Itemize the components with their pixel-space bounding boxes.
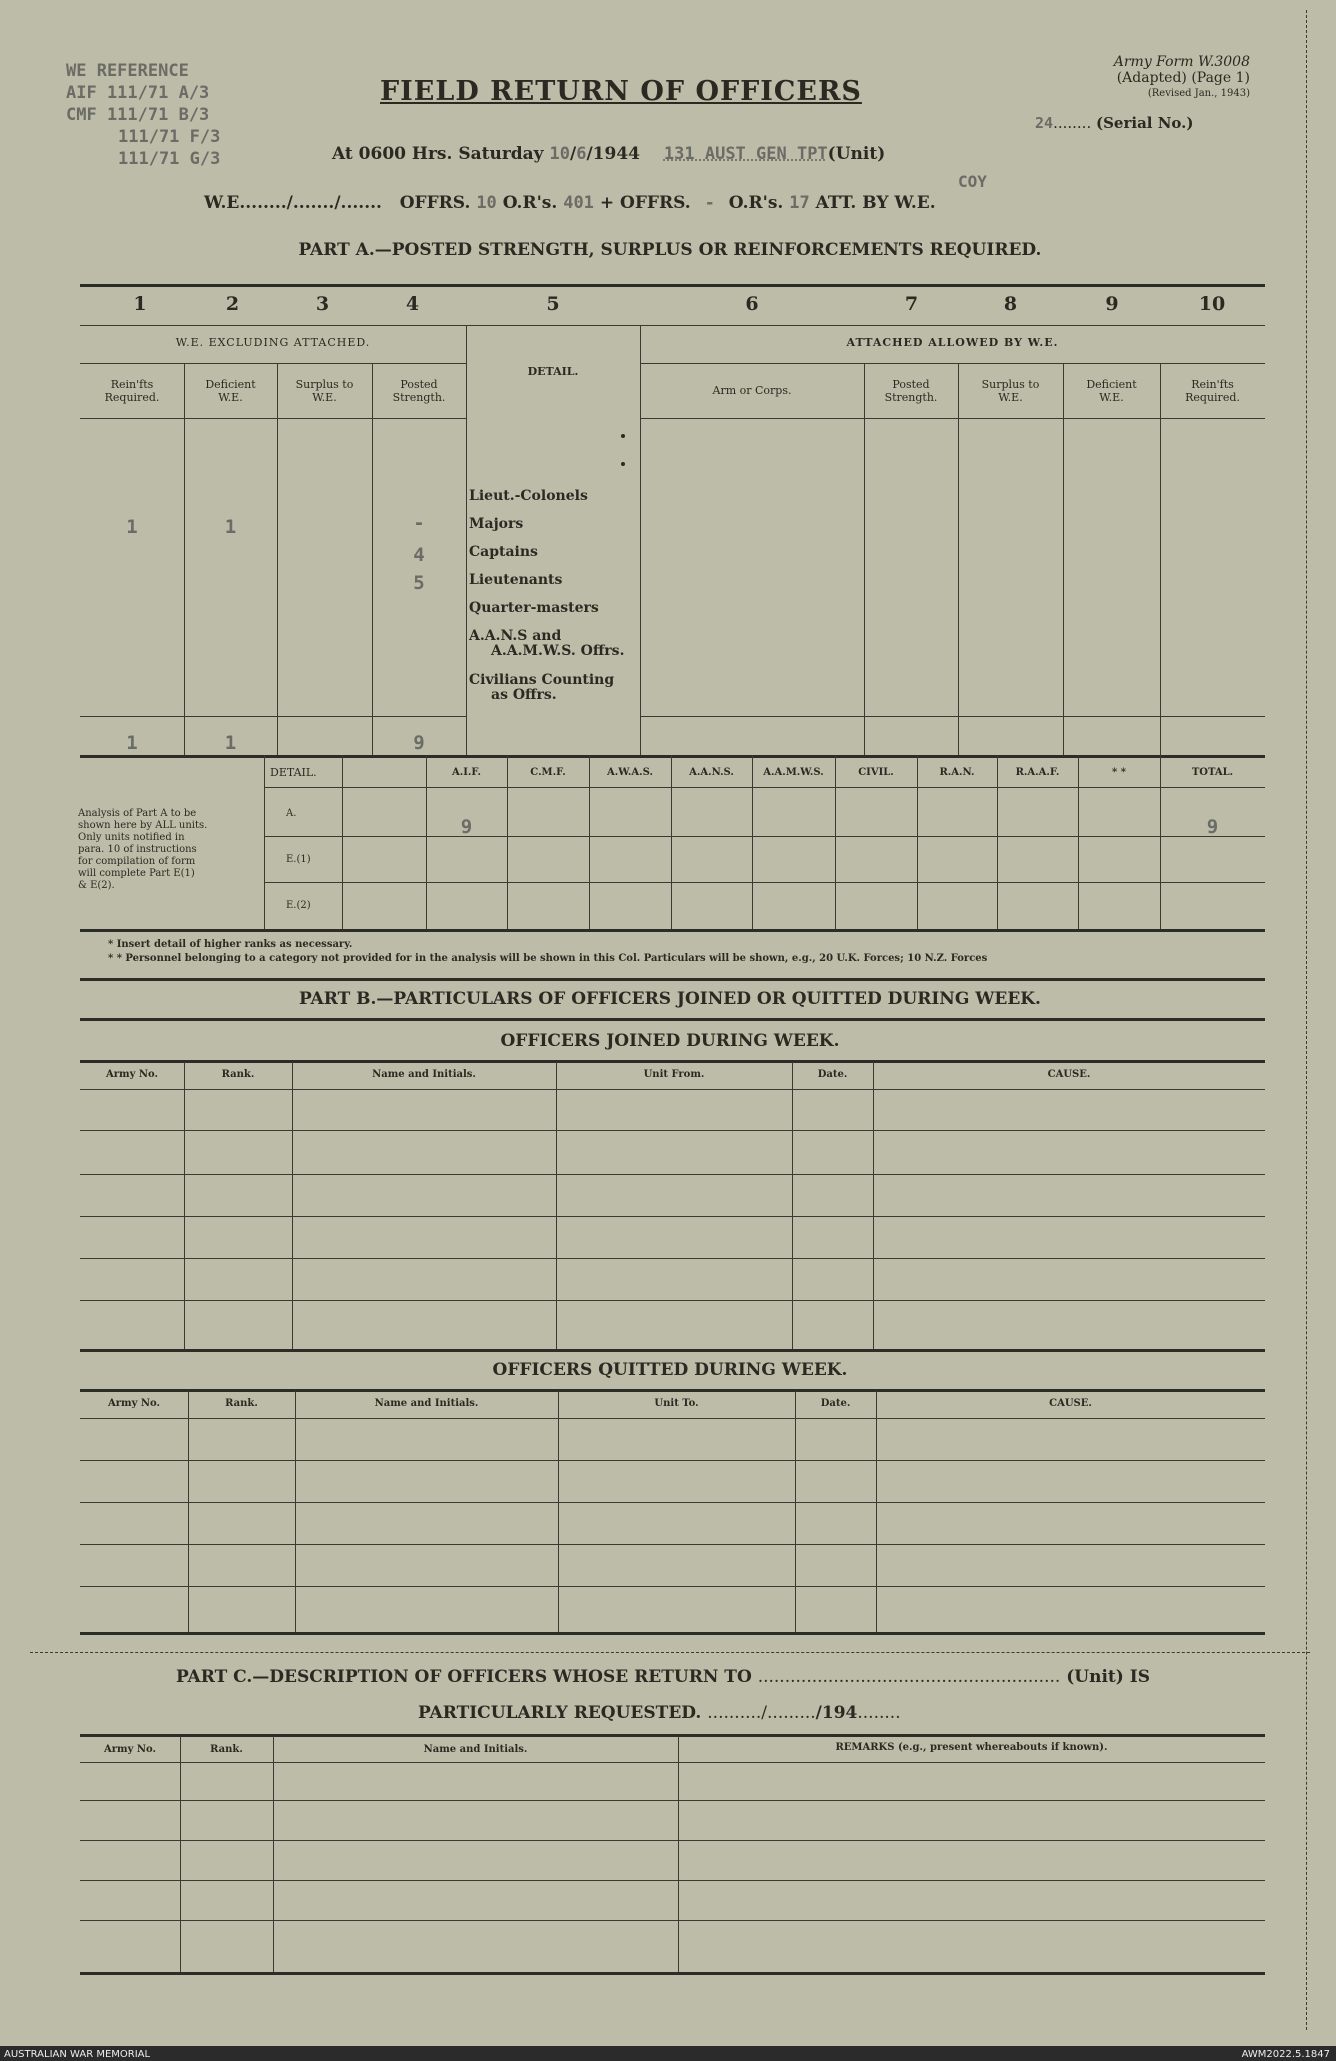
col-number: 5: [546, 293, 560, 315]
plus-offrs-label: + OFFRS.: [599, 193, 691, 213]
analysis-header: R.A.N.: [939, 767, 975, 778]
analysis-header: A.I.F.: [452, 767, 481, 778]
joined-header: Unit From.: [643, 1069, 705, 1080]
captains-posted[interactable]: 4: [413, 544, 425, 566]
total-deficient[interactable]: 1: [224, 732, 237, 754]
ors-label: O.R's.: [502, 193, 558, 213]
part-c-line2: PARTICULARLY REQUESTED. ........../........./194........: [418, 1703, 901, 1723]
ors2-value[interactable]: 17: [789, 193, 810, 213]
detail-header: DETAIL.: [527, 365, 579, 378]
analysis-row-label: E.(1): [286, 854, 311, 865]
we-label: W.E.: [204, 193, 246, 213]
part-c-year: /194: [815, 1703, 858, 1723]
col-header-reinfts: Rein'fts Required.: [104, 378, 160, 404]
joined-title: OFFICERS JOINED DURING WEEK.: [500, 1031, 840, 1051]
form-number: Army Form W.3008: [1113, 54, 1250, 70]
col-header-att-deficient: Deficient W.E.: [1086, 378, 1137, 404]
analysis-header: A.A.N.S.: [689, 767, 734, 778]
lieutenants-posted[interactable]: 5: [413, 572, 425, 594]
col-number: 6: [745, 293, 759, 315]
analysis-header: A.A.M.W.S.: [763, 767, 824, 778]
total-posted[interactable]: 9: [413, 732, 425, 754]
unit-name[interactable]: 131 AUST GEN TPT: [663, 144, 828, 164]
joined-header: Army No.: [105, 1069, 159, 1080]
reference-line: AIF 111/71 A/3: [66, 83, 210, 103]
quitted-header: Date.: [820, 1398, 851, 1409]
serial-value[interactable]: 24: [1035, 114, 1054, 132]
part-a-title: PART A.—POSTED STRENGTH, SURPLUS OR REINFORCEMENTS REQUIRED.: [298, 240, 1042, 260]
we-group-header: W.E. EXCLUDING ATTACHED.: [175, 336, 371, 349]
time-prefix: At 0600 Hrs. Saturday: [332, 144, 544, 164]
joined-header: CAUSE.: [1047, 1069, 1091, 1080]
reference-stamp: [66, 60, 220, 170]
quitted-header: Unit To.: [654, 1398, 699, 1409]
ors-value[interactable]: 401: [563, 193, 594, 213]
majors-posted[interactable]: -: [413, 512, 425, 534]
quitted-header: CAUSE.: [1049, 1398, 1092, 1409]
part-c-header: Army No.: [103, 1744, 157, 1755]
part-c-prefix: PART C.—DESCRIPTION OF OFFICERS WHOSE RETURN TO: [176, 1667, 752, 1687]
analysis-aif-a[interactable]: 9: [460, 816, 473, 838]
col-number: 9: [1105, 293, 1119, 315]
part-b-title: PART B.—PARTICULARS OF OFFICERS JOINED OR QUITTED DURING WEEK.: [299, 989, 1041, 1009]
col-number: 1: [133, 293, 147, 315]
form-id: [1020, 54, 1250, 102]
part-c-suffix: (Unit) IS: [1066, 1667, 1150, 1687]
analysis-note: Analysis of Part A to be shown here by ALL units. Only units notified in para. 10 of instructions for compilation of form will complete Part E(1) & E(2).: [78, 808, 208, 891]
rank-label: Majors: [469, 516, 524, 532]
footer-left: AUSTRALIAN WAR MEMORIAL: [4, 2049, 151, 2060]
part-c-requested: PARTICULARLY REQUESTED.: [418, 1703, 702, 1723]
col-header-att-surplus: Surplus to W.E.: [981, 378, 1040, 404]
col-number: 8: [1003, 293, 1018, 315]
analysis-total-a[interactable]: 9: [1206, 816, 1219, 838]
part-c-header: Name and Initials.: [423, 1744, 528, 1755]
quitted-title: OFFICERS QUITTED DURING WEEK.: [492, 1360, 848, 1380]
serial-number: 24........ (Serial No.): [1035, 114, 1194, 132]
analysis-header: R.A.A.F.: [1015, 767, 1060, 778]
joined-header: Date.: [817, 1069, 848, 1080]
joined-header: Rank.: [221, 1069, 255, 1080]
rank-label: Captains: [469, 544, 538, 560]
reference-line: 111/71 G/3: [118, 149, 221, 169]
rank-label: Lieutenants: [469, 572, 563, 588]
majors-reinfts[interactable]: 1: [126, 516, 138, 538]
quitted-header: Name and Initials.: [374, 1398, 479, 1409]
reference-line: CMF 111/71 B/3: [66, 105, 210, 125]
majors-deficient[interactable]: 1: [224, 516, 237, 538]
ors2-label: O.R's.: [728, 193, 784, 213]
serial-label: (Serial No.): [1096, 114, 1194, 132]
analysis-header: * *: [1112, 767, 1126, 778]
rank-label: A.A.N.S and A.A.M.W.S. Offrs.: [469, 628, 625, 659]
analysis-row-label: A.: [286, 808, 297, 819]
col-header-posted: Posted Strength.: [392, 378, 446, 404]
asterisk-dot: [621, 462, 625, 466]
analysis-header: A.W.A.S.: [607, 767, 653, 778]
analysis-header: CIVIL.: [858, 767, 894, 778]
footer-right: AWM2022.5.1847: [1241, 2049, 1330, 2060]
return-month[interactable]: 6: [576, 144, 587, 164]
offrs-label: OFFRS.: [399, 193, 471, 213]
rank-label: Civilians Counting as Offrs.: [469, 672, 615, 703]
reference-label: WE REFERENCE: [66, 61, 189, 81]
header-line-1: At 0600 Hrs. Saturday 10/6/1944 131 AUST GEN TPT(Unit): [332, 144, 886, 164]
col-header-surplus: Surplus to W.E.: [295, 378, 354, 404]
col-number: 10: [1198, 293, 1226, 315]
col-number: 4: [405, 293, 420, 315]
reference-line: 111/71 F/3: [118, 127, 221, 147]
header-line-2: W.E......../......./....... OFFRS. 10 O.R's. 401 + OFFRS. - O.R's. 17 ATT. BY W.E.: [204, 193, 936, 213]
col-header-arm-corps: Arm or Corps.: [712, 384, 792, 397]
asterisk-dot: [621, 434, 625, 438]
rank-label: Lieut.-Colonels: [469, 488, 588, 504]
return-year[interactable]: 1944: [592, 144, 640, 164]
att-label: ATT. BY W.E.: [815, 193, 936, 213]
attached-group-header: ATTACHED ALLOWED BY W.E.: [846, 336, 1059, 349]
form-title: FIELD RETURN OF OFFICERS: [380, 76, 862, 107]
unit-label: (Unit): [827, 144, 886, 164]
part-c-header: Rank.: [210, 1744, 243, 1755]
return-day[interactable]: 10: [549, 144, 570, 164]
col-header-att-posted: Posted Strength.: [884, 378, 938, 404]
part-c-title: PART C.—DESCRIPTION OF OFFICERS WHOSE RETURN TO ........................................................ (Unit) IS: [176, 1667, 1150, 1687]
offrs-value[interactable]: 10: [476, 193, 497, 213]
analysis-row-label: E.(2): [286, 900, 311, 911]
analysis-header: C.M.F.: [530, 767, 566, 778]
col-header-deficient: Deficient W.E.: [205, 378, 256, 404]
rank-label: Quarter-masters: [469, 600, 599, 616]
form-adapted: (Adapted) (Page 1): [1116, 70, 1250, 86]
total-reinfts[interactable]: 1: [126, 732, 138, 754]
analysis-header: TOTAL.: [1191, 767, 1234, 778]
footnote-1: * Insert detail of higher ranks as necessary.: [108, 939, 353, 950]
form-revised: (Revised Jan., 1943): [1147, 88, 1250, 99]
col-number: 2: [225, 293, 240, 315]
col-header-att-reinfts: Rein'fts Required.: [1185, 378, 1240, 404]
plus-offrs-value[interactable]: -: [704, 193, 715, 213]
footnote-2: * * Personnel belonging to a category not provided for in the analysis will be shown in this Col. Particulars will be shown, e.g., 20 U.K. Forces; 10 N.Z. Forces: [108, 953, 988, 964]
unit-coy: COY: [958, 172, 987, 191]
quitted-header: Army No.: [107, 1398, 161, 1409]
quitted-header: Rank.: [225, 1398, 258, 1409]
part-c-header: REMARKS (e.g., present whereabouts if known).: [835, 1742, 1108, 1753]
joined-header: Name and Initials.: [372, 1069, 476, 1080]
col-number: 3: [315, 293, 330, 315]
analysis-header: DETAIL.: [270, 766, 317, 779]
col-number: 7: [904, 293, 919, 315]
